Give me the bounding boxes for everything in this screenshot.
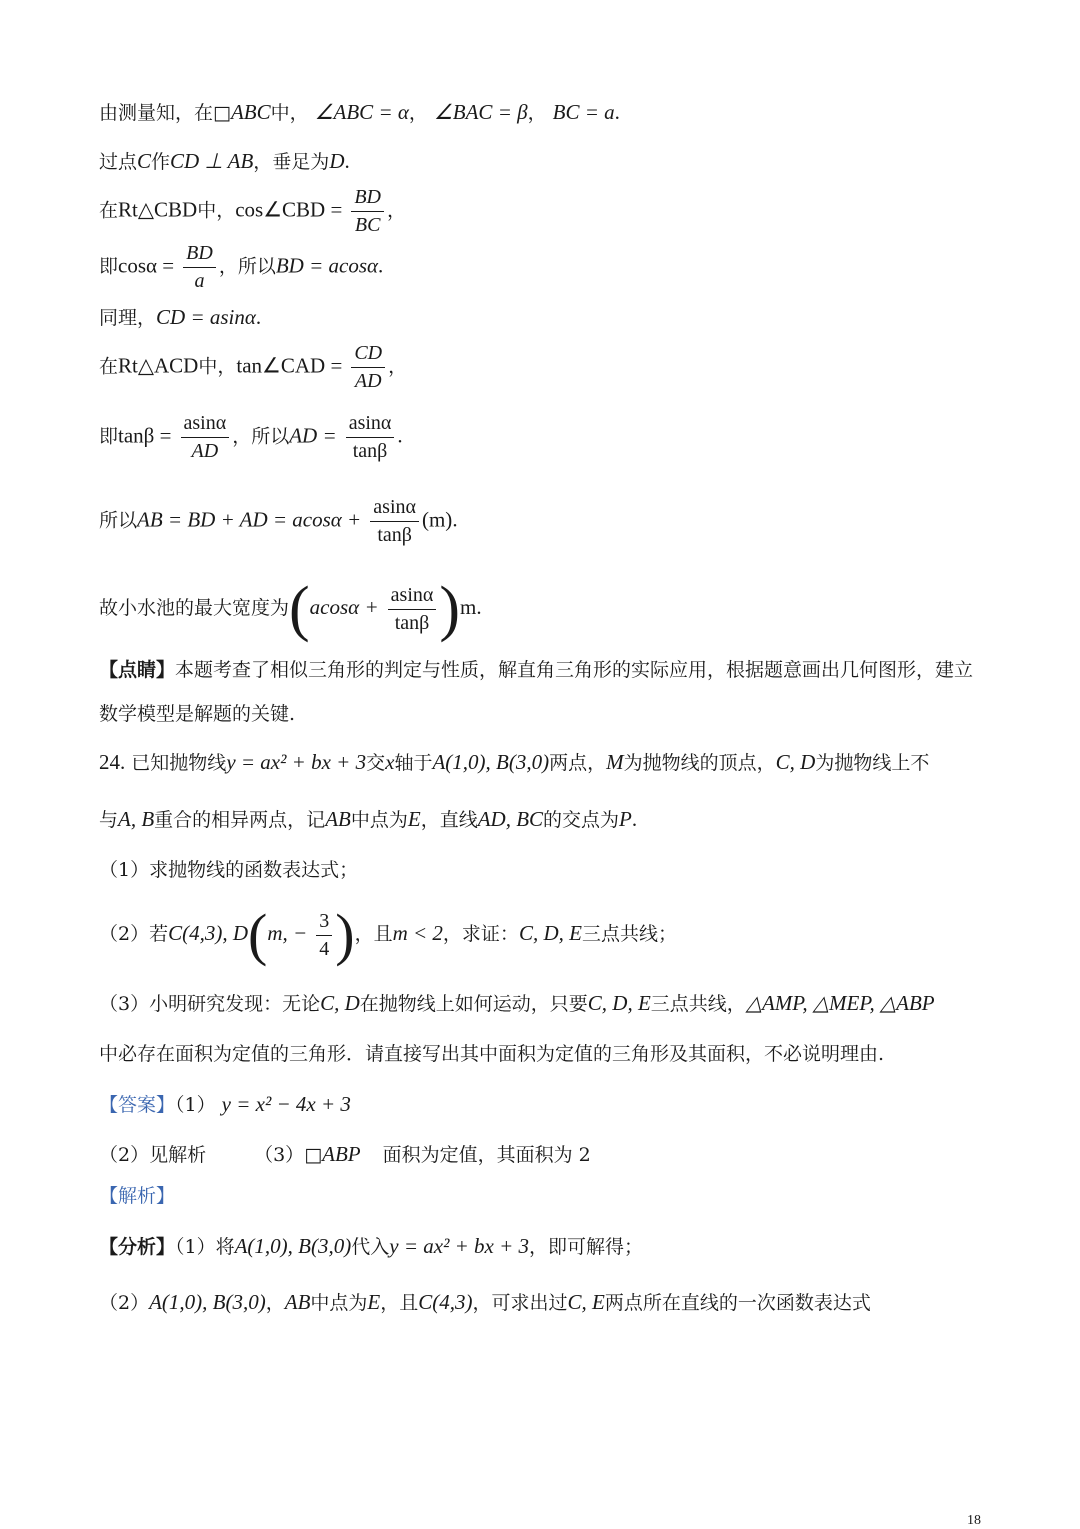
text-line-6: 在Rt△ACD中，tan∠CAD = $\frac{CD}{AD}$ ， [99, 340, 407, 395]
text-line-1: 由测量知，在□ABC中， ∠ABC = α， ∠BAC = β， BC = a. [99, 100, 620, 124]
page-number: 18 [967, 1513, 981, 1528]
fraction: $\frac{asin\alpha}{\tan\beta}$ [388, 582, 437, 637]
text-line-4: 即cosα = $\frac{BD}{a}$ ，所以BD = acosα. [99, 240, 383, 295]
question-24-part-3: （3）小明研究发现：无论C, D在抛物线上如何运动，只要C, D, E三点共线，△AMP, △MEP, △ABP [99, 991, 935, 1015]
fraction: $\frac{BD}{BC}$ [351, 184, 384, 239]
analysis-line-2: （2）A(1,0), B(3,0)，AB中点为E，且C(4,3)，可求出过C, E两点所在直线的一次函数表达式 [99, 1290, 871, 1314]
question-24-line-2: 与A, B重合的相异两点，记AB中点为E，直线AD, BC的交点为P. [99, 807, 638, 831]
text-line-2: 过点C作CD ⊥ AB，垂足为D. [99, 149, 350, 173]
answer-line-2: （2）见解析 （3）□ABP 面积为定值，其面积为 2 [99, 1142, 591, 1166]
analysis-heading: 【解析】 [99, 1185, 176, 1207]
text-line-11: 数学模型是解题的关键. [99, 703, 296, 725]
fraction: $\frac{asin\alpha}{\tan\beta}$ [370, 494, 419, 549]
fraction: $\frac{asin\alpha}{\tan\beta}$ [346, 410, 395, 465]
text-line-7: 即tanβ = $\frac{asin\alpha}{AD}$ ，所以AD = $\frac{asin\alpha}{\tan\beta}$ . [99, 410, 403, 465]
answer-line-1: 【答案】（1） y = x² − 4x + 3 [99, 1092, 351, 1116]
fraction: $\frac{CD}{AD}$ [351, 340, 385, 395]
question-24-part-3-cont: 中必存在面积为定值的三角形．请直接写出其中面积为定值的三角形及其面积，不必说明理由. [99, 1043, 885, 1065]
question-24-part-1: （1）求抛物线的函数表达式； [99, 859, 359, 881]
text-line-9: 故小水池的最大宽度为(acosα + $\frac{asin\alpha}{\tan\beta}$ )m. [99, 575, 482, 643]
analysis-line-1: 【分析】（1）将A(1,0), B(3,0)代入y = ax² + bx + 3，即可解得； [99, 1234, 644, 1258]
fraction: $\frac{BD}{a}$ [183, 240, 216, 295]
fraction: $\frac{3}{4}$ [316, 908, 332, 963]
question-24-line-1: 24. 已知抛物线y = ax² + bx + 3交x轴于A(1,0), B(3,0)两点，M为抛物线的顶点，C, D为抛物线上不 [99, 750, 930, 774]
text-line-10: 【点睛】本题考查了相似三角形的判定与性质，解直角三角形的实际应用，根据题意画出几何图形，建立 [99, 659, 974, 681]
text-line-8: 所以AB = BD + AD = acosα + $\frac{asin\alpha}{\tan\beta}$ (m). [99, 494, 458, 549]
fraction: $\frac{asin\alpha}{AD}$ [181, 410, 230, 465]
text-line-3: 在Rt△CBD中，cos∠CBD = $\frac{BD}{BC}$ ， [99, 184, 406, 239]
question-24-part-2: （2）若C(4,3), D(m, − $\frac{3}{4}$ )，且m < 2，求证：C, D, E三点共线； [99, 902, 677, 967]
text-line-5: 同理，CD = asinα. [99, 305, 262, 329]
